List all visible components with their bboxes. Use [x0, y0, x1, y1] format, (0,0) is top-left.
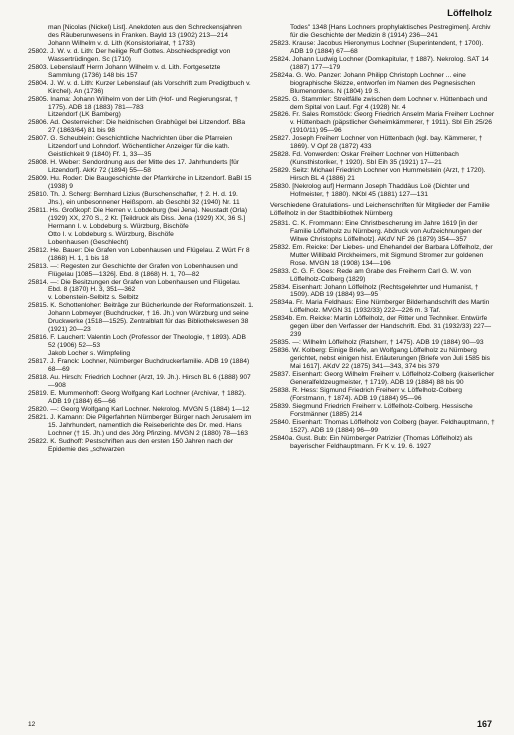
bibliography-entry: 25834b. Em. Reicke: Martin Löffelholz, der Ritter und Techniker. Entwürfe gegen über den Verfasser der Handschrift. Ebd. 31 (1932/33) 227—239: [270, 315, 492, 339]
bibliography-entry: 25824. Johann Ludwig Lochner (Domkapitular, † 1887). Nekrolog. SAT 14 (1887) 177—179: [270, 55, 489, 71]
bibliography-entry: 25822. K. Sudhoff: Pestschriften aus den ersten 150 Jahren nach der Epidemie des „schwarzen: [28, 437, 234, 453]
cross-reference: Otto I. v. Lobdeburg s. Würzburg, Bischöfe: [48, 230, 174, 238]
bibliography-entry: 25806. Ad. Oesterreicher: Die heidnischen Grabhügel bei Litzendorf. BBa 27 (1863/64) 81 bis 98: [28, 119, 246, 135]
bibliography-entry: 25826. Fr. Sales Romstöck: Georg Friedrich Anselm Maria Freiherr Lochner v. Hüttenbach (päpstlicher Geheimkämmerer, † 1911). SbI Eih 25/26 (1910/11) 95—96: [270, 111, 495, 135]
bibliography-entry: 25838. R. Hess: Sigmund Friedrich Freiherr v. Löffelholz-Colberg (Forstmann, † 1874). ADB 19 (1884) 95—96: [270, 386, 462, 402]
bibliography-entry: 25823. Krause: Jacobus Hieronymus Lochner (Superintendent, † 1700). ADB 19 (1884) 67—68: [270, 39, 484, 55]
bibliography-entry: 25834a. Fr. Maria Feldhaus: Eine Nürnberger Bilderhandschrift des Martin Löffelholz. MVGN 31 (1932/33) 222—226 m. 3 Taf.: [270, 299, 490, 315]
bibliography-entry: 25812. He. Bauer: Die Grafen von Lobenhausen und Flügelau. Z Würt Fr 8 (1868) H. 1, 1 bis 18: [28, 246, 250, 262]
bibliography-entry: 25808. H. Weber: Sendordnung aus der Mitte des 17. Jahrhunderts [für Litzendorf]. AkKr 72 (1894) 55—58: [28, 159, 240, 175]
bibliography-entry: 25827. Joseph Freiherr Lochner von Hüttenbach (kgl. bay. Kämmerer, † 1869). V Opf 28 (1872) 433: [270, 135, 483, 151]
bibliography-entry: 25802. J. W. v. d. Lith: Der heilige Ruff Gottes. Abschiedspredigt von Wassertrüdingen. Sc (1710): [28, 47, 231, 63]
bibliography-entry: 25836. W. Kolberg: Einige Briefe, an Wolfgang Löffelholz zu Nürnberg gerichtet, nebst einigen hist. Erläuterungen [Briefe von Juli 1585 bis Mai 1617]. AKdV 22 (1875) 341—343, 374 bis 379: [270, 347, 491, 371]
bibliography-entry: 25804. J. W. v. d. Lith: Kurzer Lebenslauf (als Vorschrift zum Predigtbuch v. Kirchel). An (1736): [28, 79, 251, 95]
bibliography-entry: 25834. Eisenhart: Johann Löffelholz (Rechtsgelehrter und Humanist, † 1509). ADB 19 (1884) 93—95: [270, 283, 479, 299]
bibliography-entry: 25835. —: Wilhelm Löffelholz (Ratsherr, † 1475). ADB 19 (1884) 90—93: [270, 339, 484, 347]
cross-reference: Litzendorf (LK Bamberg): [48, 111, 121, 119]
bibliography-entry: 25817. J. Franck: Lochner, Nürnberger Buchdruckerfamilie. ADB 19 (1884) 68—69: [28, 358, 250, 373]
bibliography-entry: 25840. Eisenhart: Thomas Löffelholz von Colberg (bayer. Feldhauptmann, † 1527). ADB 19 (1884) 96—99: [270, 418, 495, 434]
bibliography-entry: 25805. Inama: Johann Wilhelm von der Lith (Hof- und Regierungsrat, † 1775). ADB 18 (1883) 781—783: [28, 95, 239, 111]
bibliography-entry: 25839. Siegmund Friedrich Freiherr v. Löffelholz-Colberg. Hessische Forstmänner (1885) 214: [270, 402, 473, 418]
bibliography-entry: 25816. F. Lauchert: Valentin Loch (Professor der Theologie, † 1893). ADB 52 (1906) 52—53: [28, 334, 246, 350]
bibliography-entry: 25828. Fd. Vonwerden: Oskar Freiherr Lochner von Hüttenbach (Kunsthistoriker, † 1920). SbI Eih 35 (1921) 17—21: [270, 151, 459, 167]
bibliography-entry: 25814. —: Die Besitzungen der Grafen von Lobenhausen und Flügelau. Ebd. 8 (1870) H. 3, 351—362: [28, 278, 241, 294]
bibliography-entry: 25830. [Nekrolog auf] Hermann Joseph Thaddäus Loë (Dichter und Hofmeister, † 1880). NKbl 45 (1881) 127—131: [270, 183, 470, 199]
bibliography-entry: 25803. Lebenslauff Herrn Johann Wilhelm v. d. Lith. Fortgesetzte Sammlung (1736) 148 bis 157: [28, 63, 221, 79]
cross-reference: Johann Wilhelm v. d. Lith (Konsistorialrat, † 1733): [48, 39, 196, 47]
footer-signature: 12: [28, 721, 36, 728]
bibliography-entry: 25832. Em. Reicke: Der Liebes- und Ehehandel der Barbara Löffelholz, der Mutter Willibald Pirckheimers, mit Sigmund Stromer zur goldenen Rose. MVGN 18 (1908) 134—196: [270, 243, 493, 267]
bibliography-entry: 25811. Hs. Großkopf: Die Herren v. Lobdeburg (bei Jena). Neustadt (Orla) (1929) XX, 270 S., 2 Kt. [Teildruck als Diss. Jena (1929) XX, 36 S.]: [28, 206, 248, 222]
page-number: 167: [476, 719, 492, 729]
bibliography-entry: 25820. —: Georg Wolfgang Karl Lochner. Nekrolog. MVGN 5 (1884) 1—12: [28, 405, 250, 413]
bibliography-entry: 25807. G. Scheublein: Geschichtliche Nachrichten über die Pfarreien Litzendorf und Lohndorf. Wöchentlicher Anzeiger für die kath. Geistlichkeit 9 (1840) Ff. 1, 33—35: [28, 135, 233, 159]
bibliography-entry: 25825. G. Stammler: Streitfälle zwischen dem Lochner v. Hüttenbach und dem Spital von Lauf. Fgr 4 (1928) Nr. 4: [270, 95, 488, 111]
bibliography-entry: 25810. Th. J. Scherg: Bernhard Lizius (Burschenschafter, † 2. H. d. 19. Jhs.), ein unbesonnener Heißsporn. ab Geschbl 32 (1940) Nr. 11: [28, 191, 240, 206]
cross-reference: man [Nicolas (Nickel) List]. Anekdoten aus den Schreckensjahren des Räuberunwesens in Franken. Bayld 13 (1902) 213—214: [48, 24, 242, 39]
bibliography-entry: 25831. C. K. Frommann: Eine Christbescherung im Jahre 1619 [in der Familie Löffelholz zu Nürnberg. Abdruck von Aufzeichnungen der Witwe Christophs Löffelholz]. AKdV NF 26 (1879) 354—357: [270, 219, 483, 243]
right-column: [270, 24, 496, 451]
cross-reference: Todes" 1348 [Hans Lochners prophylaktisches Pestregimen]. Archiv für die Geschichte der Medizin 8 (1914) 236—241: [290, 24, 491, 39]
bibliography-entry: 25815. K. Schottenloher: Beiträge zur Bücherkunde der Reformationszeit. 1. Johann Lobmeyer (Buchdrucker, † 16. Jh.) von Würzburg und seine Druckwerke (1518—1525). Zentralblatt für das Bibliothekswesen 38 (1921) 20—23: [28, 302, 254, 334]
cross-reference: v. Lobenstein-Selbitz s. Selbitz: [48, 294, 139, 302]
cross-reference: Hermann I. v. Lobdeburg s. Würzburg, Bischöfe: [48, 222, 189, 230]
bibliography-entry: 25809. Hu. Roder: Die Baugeschichte der Pfarrkirche in Litzendorf. BaBl 15 (1938) 9: [28, 175, 252, 191]
bibliography-entry: 25840a. Gust. Bub: Ein Nürnberger Patrizier (Thomas Löffelholz) als bayerischer Feldhauptmann. Fr K v. 19. 6. 1927: [270, 434, 473, 450]
bibliography-entry: 25818. Au. Hirsch: Friedrich Lochner (Arzt, 19. Jh.). Hirsch BL 6 (1888) 907—908: [28, 373, 251, 389]
cross-reference: Jakob Locher s. Wimpfeling: [48, 350, 131, 358]
bibliography-entry: 25829. Seitz: Michael Friedrich Lochner von Hummelstein (Arzt, † 1720). Hirsch BL 4 (1886) 21: [270, 167, 486, 183]
bibliography-entry: 25813. —: Regesten zur Geschichte der Grafen von Lobenhausen und Flügelau [1085—1326]. Ebd. 8 (1868) H. 1, 70—82: [28, 262, 238, 278]
page-header-title: Löffelholz: [447, 8, 492, 19]
bibliography-entry: 25824a. G. Wo. Panzer: Johann Philipp Christoph Lochner ... eine biographische Skizze, entworfen im Namen des Pegnesischen Blumenordens. N (1804) 19 S.: [270, 71, 476, 95]
cross-reference: Lobenhausen (Geschlecht): [48, 238, 129, 246]
bibliography-entry: 25837. Eisenhart: Georg Wilhelm Freiherr v. Löffelholz-Colberg (kaiserlicher Generalfeldzeugmeister, † 1719). ADB 19 (1884) 88 bis 90: [270, 370, 495, 386]
bibliography-entry: 25821. J. Kamann: Die Pilgerfahrten Nürnberger Bürger nach Jerusalem im 15. Jahrhundert, namentlich die Reiseberichte des Dr. med. Hans Lochner († 15. Jh.) und des Jörg Pfinzing. MVGN 2 (1880) 78—163: [28, 413, 252, 437]
cross-reference: Verschiedene Gratulations- und Leichenschriften für Mitglieder der Familie Löffelholz in der Stadtbibliothek Nürnberg: [270, 201, 490, 217]
bibliography-entry: 25819. E. Mummenhoff: Georg Wolfgang Karl Lochner (Archivar, † 1882). ADB 19 (1884) 65—66: [28, 389, 246, 405]
left-column: [28, 24, 254, 453]
bibliography-entry: 25833. C. G. F. Goes: Rede am Grabe des Freiherrn Carl G. W. von Löffelholz-Colberg (1829): [270, 267, 472, 283]
